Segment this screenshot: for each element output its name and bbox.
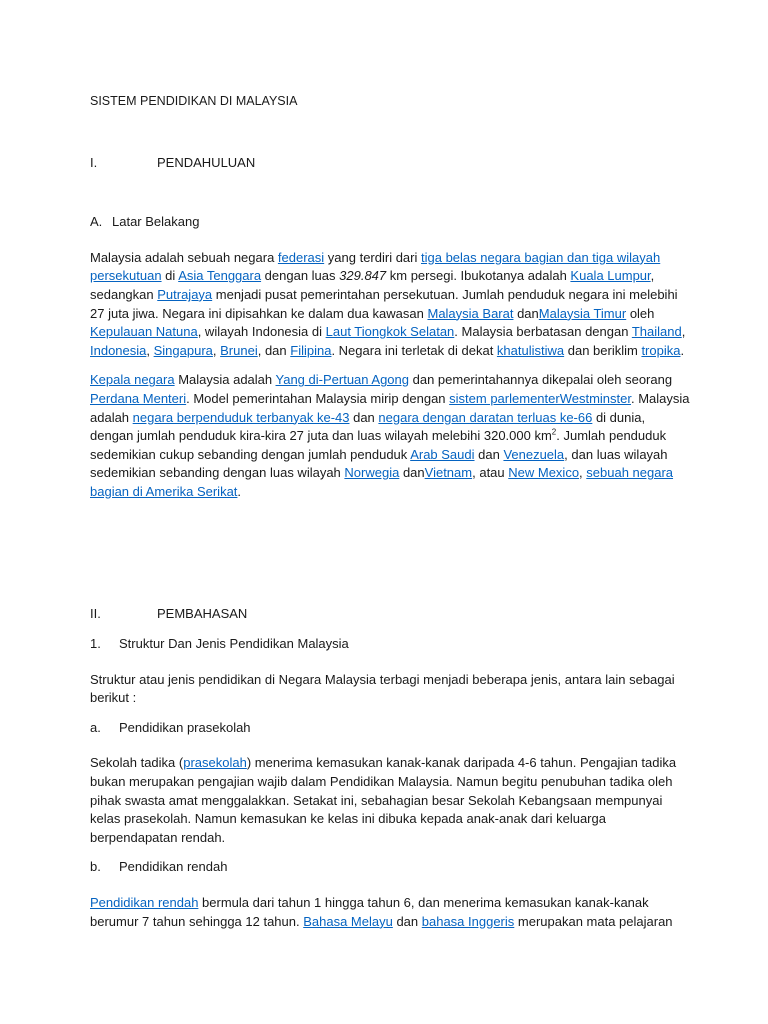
link-negara-berpenduduk[interactable]: negara berpenduduk terbanyak ke-43 — [132, 409, 350, 425]
section-label: PEMBAHASAN — [157, 605, 248, 621]
subheading-number: a. — [90, 719, 101, 735]
text-run: Sekolah tadika ( — [90, 755, 184, 771]
text-run: dan — [474, 446, 504, 462]
text-run: merupakan mata pelajaran — [514, 913, 673, 929]
text-run: dengan luas — [261, 268, 340, 284]
text-run: , dan — [257, 342, 291, 358]
link-bahasa-inggeris[interactable]: bahasa Inggeris — [421, 913, 515, 929]
link-kepala-negara[interactable]: Kepala negara — [90, 372, 175, 388]
paragraph-prasekolah — [90, 754, 690, 847]
link-sistem-westminster[interactable]: sistem parlementerWestminster — [449, 390, 631, 406]
paragraph-struktur: Struktur atau jenis pendidikan di Negara Malaysia terbagi menjadi beberapa jenis, antara lain sebagai berikut : — [90, 671, 675, 706]
text-run: . — [237, 483, 242, 499]
link-prasekolah[interactable]: prasekolah — [183, 755, 247, 771]
link-putrajaya[interactable]: Putrajaya — [157, 286, 213, 302]
link-kepulauan-natuna[interactable]: Kepulauan Natuna — [90, 324, 198, 340]
text-run: bermula dari tahun 1 hingga tahun 6, dan menerima kemasukan kanak-kanak berumur 7 tahun sehingga 12 tahun. — [90, 895, 649, 929]
link-pendidikan-rendah[interactable]: Pendidikan rendah — [90, 895, 199, 911]
link-khatulistiwa[interactable]: khatulistiwa — [496, 342, 565, 358]
link-new-mexico[interactable]: New Mexico — [508, 465, 580, 481]
text-run: menjadi pusat pemerintahan persekutuan. Jumlah penduduk negara ini melebihi 27 juta jiwa. Negara ini dipisahkan ke dalam dua kawasan — [90, 286, 678, 321]
link-brunei[interactable]: Brunei — [220, 342, 258, 358]
text-run: oleh — [626, 305, 655, 321]
link-tropika[interactable]: tropika — [641, 342, 681, 358]
section-heading-pendahuluan — [90, 154, 690, 173]
link-filipina[interactable]: Filipina — [290, 342, 332, 358]
subheading-number: A. — [90, 214, 103, 230]
link-negara-daratan-terluas[interactable]: negara dengan daratan terluas ke-66 — [378, 409, 593, 425]
text-run: di dunia, dengan jumlah penduduk kira-kira 27 juta dan luas wilayah melebihi 320.000 km — [90, 409, 646, 444]
text-run: di — [161, 268, 179, 284]
link-laut-tiongkok-selatan[interactable]: Laut Tiongkok Selatan — [325, 324, 455, 340]
link-indonesia[interactable]: Indonesia — [90, 342, 147, 358]
subheading-latar-belakang — [90, 213, 690, 232]
subheading-struktur — [90, 635, 690, 654]
text-run: Malaysia adalah sebuah negara — [90, 249, 278, 265]
text-run: , atau — [472, 465, 509, 481]
text-run: dan beriklim — [564, 342, 642, 358]
text-run: Malaysia adalah — [174, 372, 276, 388]
superscript: 2 — [551, 427, 557, 437]
section-number: II. — [90, 605, 101, 621]
subheading-prasekolah — [90, 719, 690, 738]
text-run: , — [212, 342, 221, 358]
link-norwegia[interactable]: Norwegia — [344, 465, 400, 481]
section-label: PENDAHULUAN — [157, 154, 256, 170]
link-asia-tenggara[interactable]: Asia Tenggara — [178, 268, 262, 284]
link-venezuela[interactable]: Venezuela — [503, 446, 565, 462]
link-perdana-menteri[interactable]: Perdana Menteri — [90, 390, 187, 406]
link-vietnam[interactable]: Vietnam — [424, 465, 473, 481]
section-heading-pembahasan — [90, 605, 690, 624]
link-malaysia-timur[interactable]: Malaysia Timur — [538, 305, 627, 321]
area-value: 329.847 — [339, 268, 387, 284]
link-singapura[interactable]: Singapura — [153, 342, 213, 358]
subheading-label: Struktur Dan Jenis Pendidikan Malaysia — [119, 636, 349, 652]
text-run: . Malaysia adalah — [90, 390, 690, 425]
text-run: . — [680, 342, 685, 358]
text-run: yang terdiri dari — [324, 249, 421, 265]
link-thailand[interactable]: Thailand — [631, 324, 682, 340]
paragraph-latar-belakang-1 — [90, 249, 690, 361]
subheading-rendah — [90, 858, 690, 877]
link-malaysia-barat[interactable]: Malaysia Barat — [427, 305, 514, 321]
subheading-number: 1. — [90, 636, 101, 652]
section-number: I. — [90, 154, 98, 170]
text-run: . Model pemerintahan Malaysia mirip dengan — [186, 390, 450, 406]
link-federasi[interactable]: federasi — [277, 249, 325, 265]
text-run: , dan luas wilayah sedemikian sebanding dengan luas wilayah — [90, 446, 668, 481]
document-title: SISTEM PENDIDIKAN DI MALAYSIA — [90, 94, 298, 108]
subheading-label: Pendidikan prasekolah — [119, 719, 251, 735]
text-run: , wilayah Indonesia di — [197, 324, 326, 340]
link-arab-saudi[interactable]: Arab Saudi — [410, 446, 475, 462]
text-run: . Jumlah penduduk sedemikian cukup sebanding dengan jumlah penduduk — [90, 428, 667, 462]
text-run: , sedangkan — [90, 268, 655, 302]
text-run: , — [681, 324, 686, 340]
text-run: , — [579, 465, 587, 481]
text-run: dan — [349, 409, 379, 425]
subheading-label: Pendidikan rendah — [119, 859, 228, 875]
text-run: ) menerima kemasukan kanak-kanak daripada 4-6 tahun. Pengajian tadika bukan merupakan pengajian wajib dalam Pendidikan Malaysia. Namun begitu penubuhan tadika oleh pihak swasta amat menggalakkan. Setakat ini, sebahagian besar Sekolah Kebangsaan mempunyai kelas prasekolah. Namun kemasukan ke kelas ini dibuka kepada anak-anak dari keluarga berpendapatan rendah. — [90, 755, 677, 845]
text-run: km persegi. Ibukotanya adalah — [386, 268, 571, 284]
subheading-number: b. — [90, 859, 101, 875]
paragraph-rendah — [90, 894, 690, 931]
text-run: dan — [513, 305, 539, 321]
text-run: , — [146, 342, 154, 358]
text-run: dan — [399, 465, 425, 481]
text-run: dan — [392, 913, 422, 929]
link-negara-bagian[interactable]: tiga belas negara bagian dan tiga wilayah persekutuan — [90, 249, 661, 284]
text-run: dan pemerintahannya dikepalai oleh seorang — [409, 372, 673, 388]
text-run: . Negara ini terletak di dekat — [331, 342, 497, 358]
link-bahasa-melayu[interactable]: Bahasa Melayu — [303, 913, 393, 929]
text-run: . Malaysia berbatasan dengan — [454, 324, 632, 340]
link-yang-di-pertuan-agong[interactable]: Yang di-Pertuan Agong — [275, 372, 409, 388]
link-kuala-lumpur[interactable]: Kuala Lumpur — [570, 268, 651, 284]
link-negara-bagian-amerika[interactable]: sebuah negara bagian di Amerika Serikat — [90, 465, 674, 499]
paragraph-latar-belakang-2 — [90, 371, 690, 501]
subheading-label: Latar Belakang — [112, 214, 200, 230]
document-body — [90, 92, 690, 942]
